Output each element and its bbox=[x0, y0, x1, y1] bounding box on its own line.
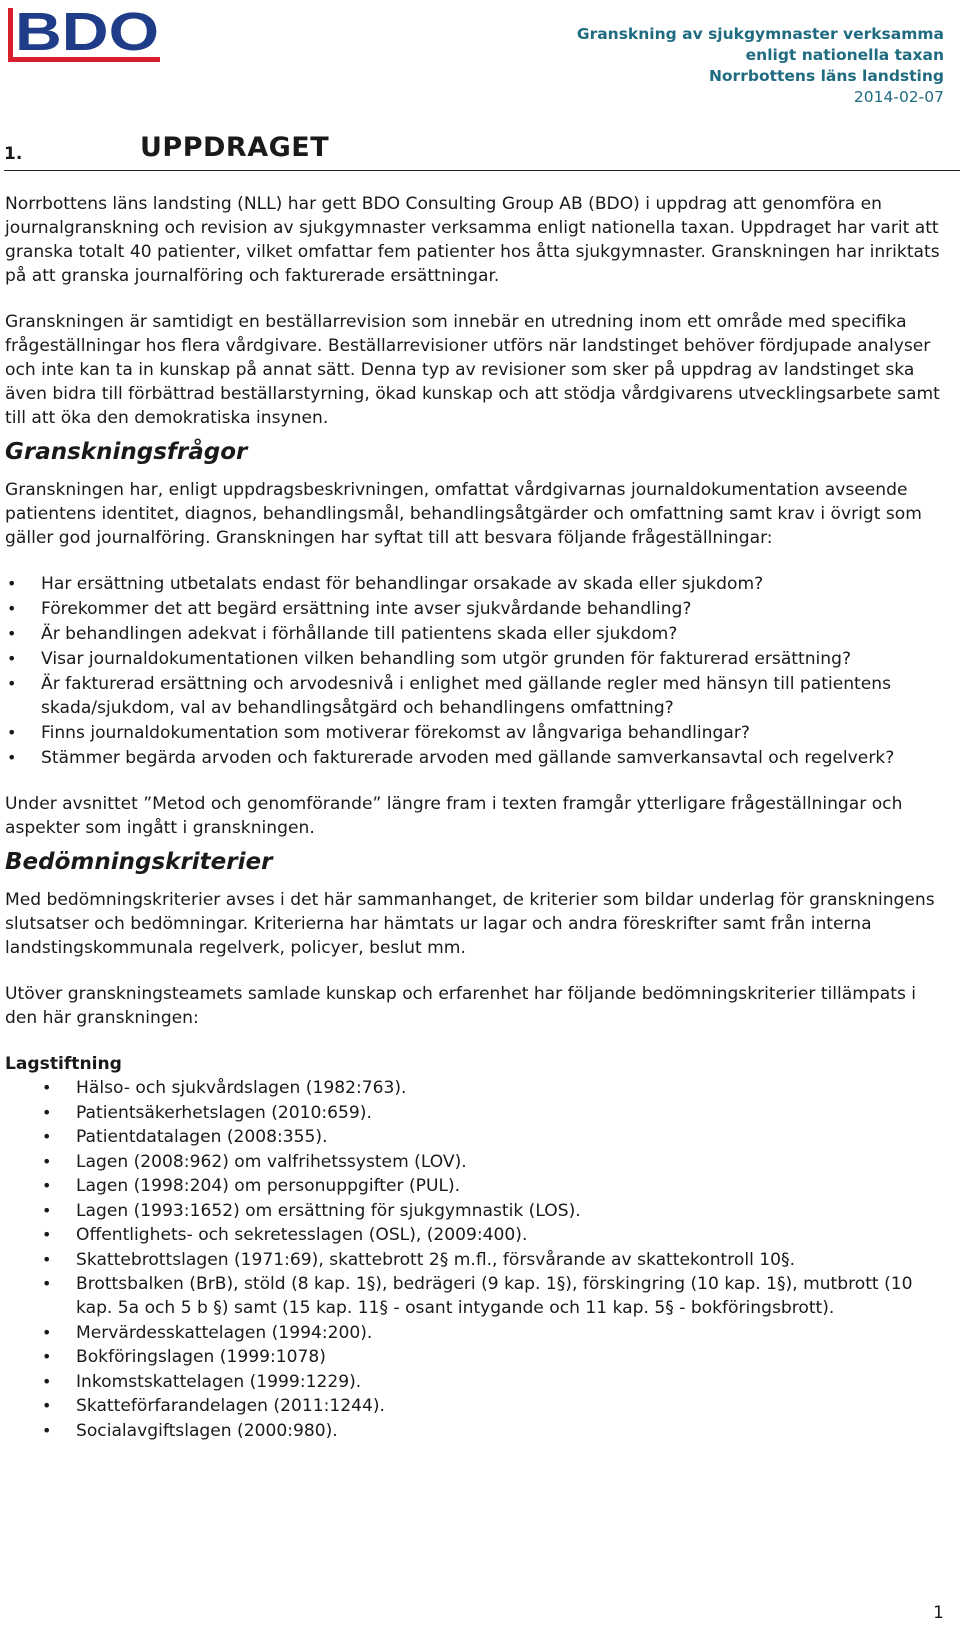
list-item: • Visar journaldokumentationen vilken behandling som utgör grunden för fakturerad ersättning? bbox=[5, 647, 950, 671]
list-item: • Lagen (1998:204) om personuppgifter (PUL). bbox=[5, 1174, 950, 1198]
list-item: • Hälso- och sjukvårdslagen (1982:763). bbox=[5, 1076, 950, 1100]
header-title-line2: enligt nationella taxan bbox=[745, 46, 944, 64]
page-number: 1 bbox=[933, 1603, 944, 1623]
list-item: • Socialavgiftslagen (2000:980). bbox=[5, 1419, 950, 1443]
list-item: • Lagen (1993:1652) om ersättning för sjukgymnastik (LOS). bbox=[5, 1199, 950, 1223]
list-item: • Lagen (2008:962) om valfrihetssystem (LOV). bbox=[5, 1150, 950, 1174]
list-item: • Patientsäkerhetslagen (2010:659). bbox=[5, 1101, 950, 1125]
list-item: • Inkomstskattelagen (1999:1229). bbox=[5, 1370, 950, 1394]
paragraph-assignment: Norrbottens läns landsting (NLL) har gett BDO Consulting Group AB (BDO) i uppdrag att genomföra en journalgranskning och revision av sjukgymnaster verksamma enligt nationella taxan. Uppdraget har varit att granska totalt 40 patienter, vilket omfattar fem patienter hos åtta sjukgymnaster. Granskningen har inriktats på att granska journalföring och fakturerade ersättningar. bbox=[5, 194, 940, 286]
document-header bbox=[577, 24, 944, 108]
header-title-line1: Granskning av sjukgymnaster verksamma bbox=[576, 25, 944, 43]
list-item: • Bokföringslagen (1999:1078) bbox=[5, 1345, 950, 1369]
list-item: • Har ersättning utbetalats endast för behandlingar orsakade av skada eller sjukdom? bbox=[5, 572, 950, 596]
section-divider bbox=[4, 170, 960, 171]
paragraph-granskningsfragor-intro: Granskningen har, enligt uppdragsbeskrivningen, omfattat vårdgivarnas journaldokumentation avseende patientens identitet, diagnos, behandlingsmål, behandlingsåtgärder och omfattning samt krav i övrigt som gäller god journalföring. Granskningen har syftat till att besvara följande frågeställningar: bbox=[5, 480, 922, 548]
list-item: • Offentlighets- och sekretesslagen (OSL), (2009:400). bbox=[5, 1223, 950, 1247]
list-item: • Förekommer det att begärd ersättning inte avser sjukvårdande behandling? bbox=[5, 597, 950, 621]
section-title: UPPDRAGET bbox=[140, 132, 330, 163]
paragraph-bedomningskriterier-definition: Med bedömningskriterier avses i det här sammanhanget, de kriterier som bildar underlag för granskningens slutsatser och bedömningar. Kriterierna har hämtats ur lagar och andra föreskrifter samt från interna landstingskommunala regelverk, policyer, beslut mm. bbox=[5, 890, 935, 958]
bdo-logo bbox=[7, 4, 162, 64]
list-item: • Är fakturerad ersättning och arvodesnivå i enlighet med gällande regler med hänsyn till patientens skada/sjukdom, val av behandlingsåtgärd och behandlingens omfattning? bbox=[5, 672, 950, 720]
logo-text: BDO bbox=[15, 4, 159, 62]
header-date: 2014-02-07 bbox=[853, 88, 944, 106]
document-body bbox=[5, 192, 950, 1443]
law-list bbox=[5, 1076, 950, 1443]
lagstiftning-heading: Lagstiftning bbox=[5, 1054, 122, 1074]
list-item: • Mervärdesskattelagen (1994:200). bbox=[5, 1321, 950, 1345]
list-item: • Patientdatalagen (2008:355). bbox=[5, 1125, 950, 1149]
list-item: • Finns journaldokumentation som motiverar förekomst av långvariga behandlingar? bbox=[5, 721, 950, 745]
list-item: • Stämmer begärda arvoden och fakturerade arvoden med gällande samverkansavtal och regelverk? bbox=[5, 746, 950, 770]
header-organization: Norrbottens läns landsting bbox=[708, 67, 944, 85]
heading-granskningsfragor: Granskningsfrågor bbox=[5, 439, 248, 465]
list-item: • Är behandlingen adekvat i förhållande till patientens skada eller sjukdom? bbox=[5, 622, 950, 646]
question-list bbox=[5, 572, 950, 770]
paragraph-client-audit: Granskningen är samtidigt en beställarrevision som innebär en utredning inom ett område med specifika frågeställningar hos flera vårdgivare. Beställarrevisioner utförs när landstinget behöver fördjupade analyser och inte kan ta in kunskap på annat sätt. Denna typ av revisioner som sker på uppdrag av landstinget ska även bidra till förbättrad beställarstyrning, ökad kunskap och att stödja vårdgivarens utvecklingsarbete samt till att öka den demokratiska insynen. bbox=[5, 312, 940, 428]
heading-bedomningskriterier: Bedömningskriterier bbox=[5, 849, 273, 875]
list-item: • Skattebrottslagen (1971:69), skattebrott 2§ m.fl., försvårande av skattekontroll 10§. bbox=[5, 1248, 950, 1272]
paragraph-bedomningskriterier-applied: Utöver granskningsteamets samlade kunskap och erfarenhet har följande bedömningskriterier tillämpats i den här granskningen: bbox=[5, 984, 917, 1028]
list-item: • Brottsbalken (BrB), stöld (8 kap. 1§), bedrägeri (9 kap. 1§), förskingring (10 kap. 1§), mutbrott (10 kap. 5a och 5 b §) samt (15 kap. 11§ - osant intygande och 11 kap. 5§ - bokföringsbrott). bbox=[5, 1272, 950, 1320]
section-number: 1. bbox=[4, 144, 23, 164]
paragraph-granskningsfragor-outro: Under avsnittet ”Metod och genomförande” längre fram i texten framgår ytterligare frågeställningar och aspekter som ingått i granskningen. bbox=[5, 794, 903, 838]
list-item: • Skatteförfarandelagen (2011:1244). bbox=[5, 1394, 950, 1418]
